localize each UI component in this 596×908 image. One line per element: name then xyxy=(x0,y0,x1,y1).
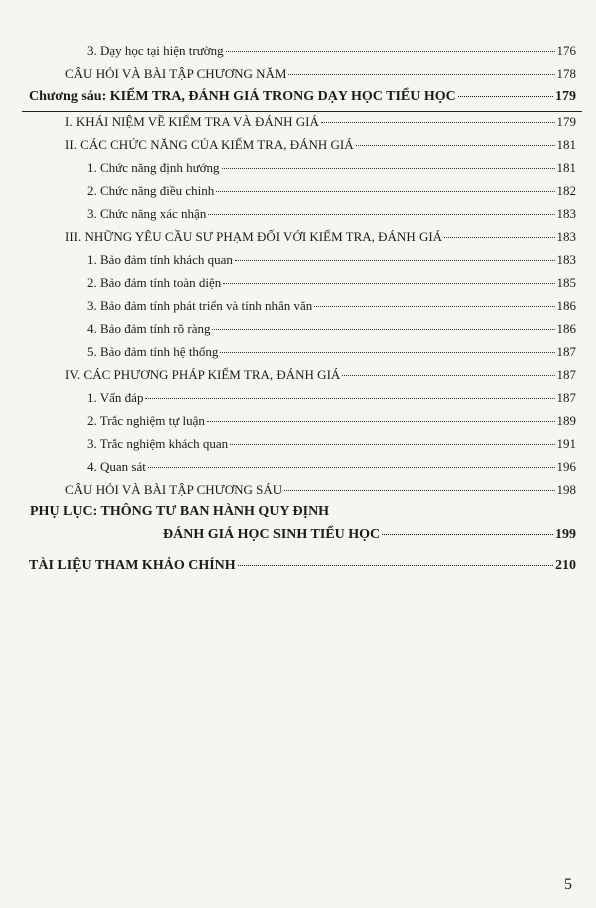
toc-entry[interactable]: 1. Bảo đảm tính khách quan 183 xyxy=(87,252,576,267)
toc-entry[interactable]: 1. Vấn đáp 187 xyxy=(87,390,576,405)
toc-entry[interactable]: 1. Chức năng định hướng 181 xyxy=(87,160,576,175)
toc-entry[interactable]: II. CÁC CHỨC NĂNG CỦA KIỂM TRA, ĐÁNH GIÁ 181 xyxy=(65,137,576,152)
toc-entry[interactable]: CÂU HỎI VÀ BÀI TẬP CHƯƠNG SÁU 198 xyxy=(65,482,576,497)
chapter-heading[interactable]: Chương sáu: KIỂM TRA, ĐÁNH GIÁ TRONG DẠY HỌC TIỂU HỌC 179 xyxy=(29,89,576,104)
toc-entry[interactable]: 3. Dạy học tại hiện trường 176 xyxy=(87,43,576,58)
toc-entry[interactable]: 4. Quan sát 196 xyxy=(87,459,576,474)
toc-entry[interactable]: CÂU HỎI VÀ BÀI TẬP CHƯƠNG NĂM 178 xyxy=(65,66,576,81)
divider xyxy=(22,111,582,112)
toc-entry[interactable]: 2. Chức năng điều chỉnh 182 xyxy=(87,183,576,198)
toc-entry[interactable]: 2. Trắc nghiệm tự luận 189 xyxy=(87,413,576,428)
page-number: 5 xyxy=(564,876,572,893)
toc-entry[interactable]: III. NHỮNG YÊU CẦU SƯ PHẠM ĐỐI VỚI KIỂM TRA, ĐÁNH GIÁ 183 xyxy=(65,229,576,244)
toc-entry[interactable]: 5. Bảo đảm tính hệ thống 187 xyxy=(87,344,576,359)
toc-entry[interactable]: I. KHÁI NIỆM VỀ KIỂM TRA VÀ ĐÁNH GIÁ 179 xyxy=(65,114,576,129)
appendix-heading[interactable]: ĐÁNH GIÁ HỌC SINH TIỂU HỌC 199 xyxy=(163,527,576,542)
toc-entry[interactable]: 3. Bảo đảm tính phát triển và tính nhân văn 186 xyxy=(87,298,576,313)
toc-entry[interactable]: 4. Bảo đảm tính rõ ràng 186 xyxy=(87,321,576,336)
toc-entry[interactable]: IV. CÁC PHƯƠNG PHÁP KIỂM TRA, ĐÁNH GIÁ 187 xyxy=(65,367,576,382)
toc-entry[interactable]: 3. Trắc nghiệm khách quan 191 xyxy=(87,436,576,451)
references-heading[interactable]: TÀI LIỆU THAM KHẢO CHÍNH 210 xyxy=(29,558,576,573)
bleed-through-text xyxy=(30,512,578,800)
toc-entry[interactable]: 3. Chức năng xác nhận 183 xyxy=(87,206,576,221)
appendix-heading-line1[interactable]: PHỤ LỤC: THÔNG TƯ BAN HÀNH QUY ĐỊNH xyxy=(30,504,330,519)
toc-entry[interactable]: 2. Bảo đảm tính toàn diện 185 xyxy=(87,275,576,290)
